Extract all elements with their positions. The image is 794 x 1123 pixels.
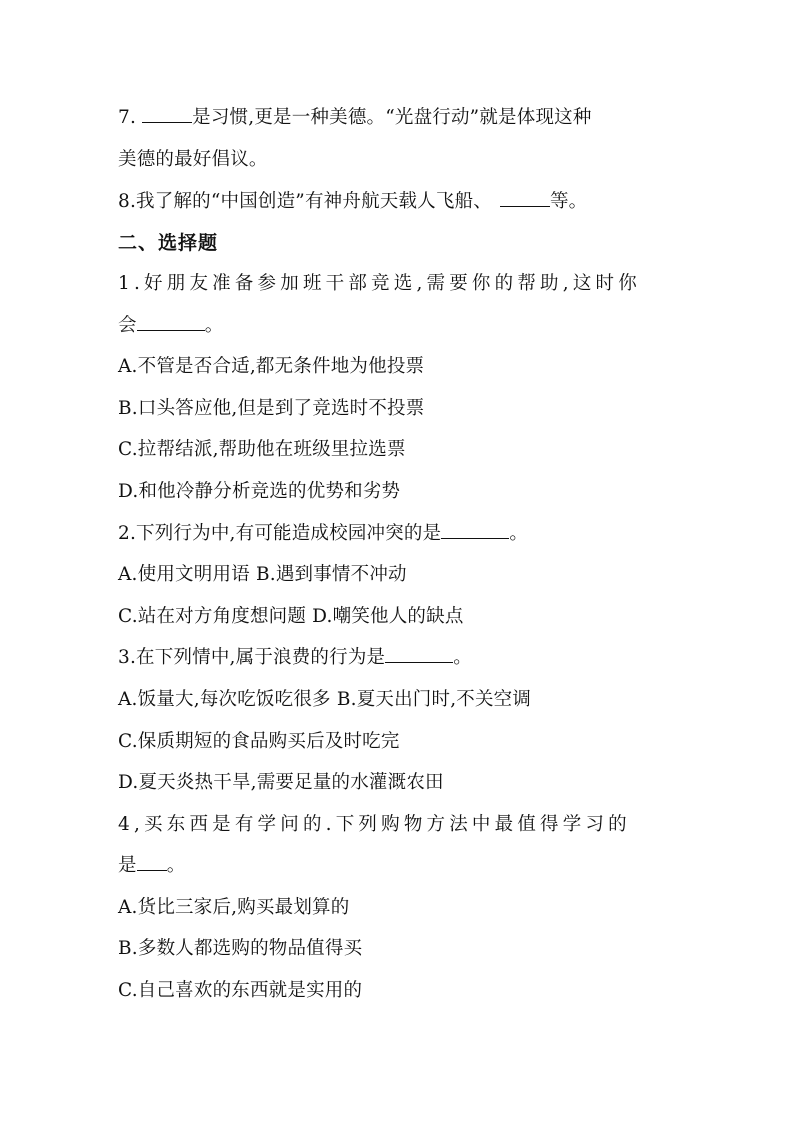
choice-3-options-ab <box>118 688 688 712</box>
answer-blank[interactable] <box>137 854 167 871</box>
question-7-line-2 <box>118 148 688 172</box>
question-7-continuation: 美德的最好倡议。 <box>118 149 268 170</box>
question-7-number: 7. <box>118 107 143 128</box>
choice-2-stem-text: 2.下列行为中,有可能造成校园冲突的是 <box>118 523 442 544</box>
choice-2-stem <box>118 522 688 546</box>
answer-blank[interactable] <box>500 190 550 207</box>
question-8-suffix: 等。 <box>549 191 588 212</box>
choice-1-stem-suffix: 。 <box>204 315 224 336</box>
question-7-line-1 <box>118 106 688 130</box>
choice-2-option-c[interactable]: C.站在对方角度想问题 <box>118 606 307 627</box>
choice-4-option-b[interactable]: B.多数人都选购的物品值得买 <box>118 938 363 959</box>
choice-2-options-cd <box>118 605 688 629</box>
question-8-text: 8.我了解的“中国创造”有神舟航天载人飞船、 <box>118 191 492 212</box>
choice-3-stem-text: 3.在下列情中,属于浪费的行为是 <box>118 647 386 668</box>
choice-3-stem <box>118 646 688 670</box>
choice-3-option-b[interactable]: B.夏天出门时,不关空调 <box>336 689 532 710</box>
answer-blank[interactable] <box>441 522 509 539</box>
choice-3-option-d[interactable]: D.夏天炎热干旱,需要足量的水灌溉农田 <box>118 772 444 793</box>
question-8 <box>118 190 688 214</box>
choice-2-option-b[interactable]: B.遇到事情不冲动 <box>255 564 407 585</box>
answer-blank[interactable] <box>142 106 192 123</box>
choice-1-option-d[interactable]: D.和他冷静分析竞选的优势和劣势 <box>118 481 401 502</box>
choice-1-stem-line-1: 1.好朋友准备参加班干部竞选,需要你的帮助,这时你 <box>118 273 641 294</box>
choice-2-stem-suffix: 。 <box>509 523 529 544</box>
choice-4-option-c[interactable]: C.自己喜欢的东西就是实用的 <box>118 980 363 1001</box>
question-7-text: 是习惯,更是一种美德。“光盘行动”就是体现这种 <box>192 107 592 128</box>
choice-3-stem-suffix: 。 <box>453 647 472 668</box>
choice-4-stem-line-2 <box>118 854 688 878</box>
answer-blank[interactable] <box>137 314 205 331</box>
choice-2-options-ab <box>118 563 688 587</box>
choice-4-stem-line-1: 4,买东西是有学问的.下列购物方法中最值得学习的 <box>118 814 631 835</box>
choice-2-option-d[interactable]: D.嘲笑他人的缺点 <box>312 606 464 627</box>
choice-1-option-a[interactable]: A.不管是否合适,都无条件地为他投票 <box>118 356 425 377</box>
choice-1-stem-line-2 <box>118 314 688 338</box>
choice-3-option-c[interactable]: C.保质期短的食品购买后及时吃完 <box>118 731 400 752</box>
choice-3-option-a[interactable]: A.饭量大,每次吃饭吃很多 <box>118 689 331 710</box>
choice-1-option-b[interactable]: B.口头答应他,但是到了竞选时不投票 <box>118 398 425 419</box>
section-heading: 二、选择题 <box>118 232 219 254</box>
choice-4-stem-suffix: 。 <box>166 855 186 876</box>
answer-blank[interactable] <box>385 646 453 663</box>
choice-2-option-a[interactable]: A.使用文明用语 <box>118 564 250 585</box>
choice-4-stem-prefix: 是 <box>118 855 137 876</box>
choice-4-option-a[interactable]: A.货比三家后,购买最划算的 <box>118 897 350 918</box>
choice-1-option-c[interactable]: C.拉帮结派,帮助他在班级里拉选票 <box>118 439 406 460</box>
choice-1-stem-prefix: 会 <box>118 315 137 336</box>
